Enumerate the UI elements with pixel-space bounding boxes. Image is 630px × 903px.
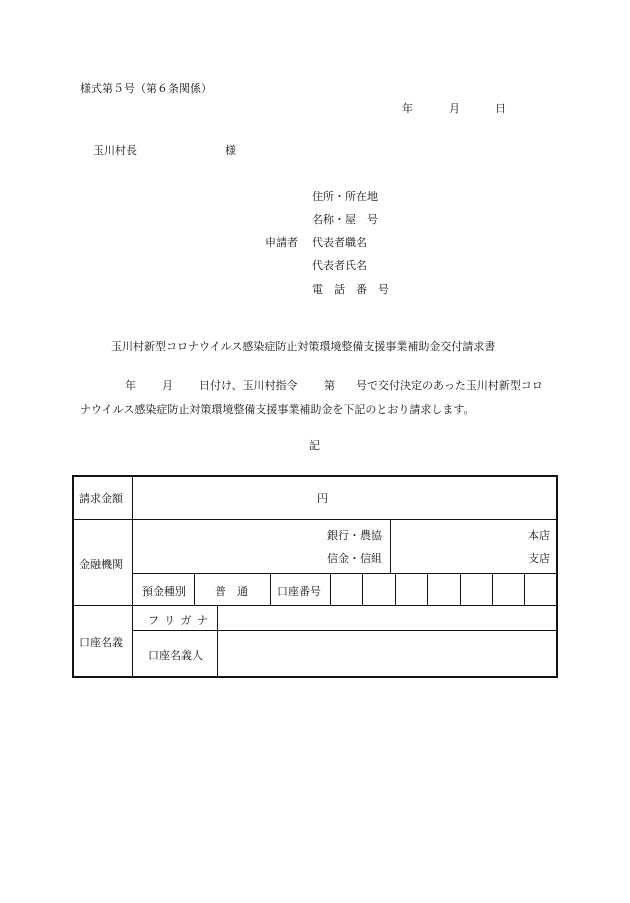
applicant-label: 申請者 xyxy=(265,236,298,249)
digit-box-divider xyxy=(524,573,525,605)
body-part1: 日付け、玉川村指令 xyxy=(199,379,298,392)
date-month: 月 xyxy=(449,102,460,115)
addressee-honorific: 様 xyxy=(225,144,236,157)
row-line-bank xyxy=(132,573,558,574)
ki-marker: 記 xyxy=(309,439,320,452)
account-number-label: 口座番号 xyxy=(277,585,321,598)
amount-label: 請求金額 xyxy=(79,492,123,505)
digit-box-divider xyxy=(362,573,363,605)
applicant-name-label: 名称・屋 号 xyxy=(312,213,378,226)
bank-label: 金融機関 xyxy=(79,558,123,571)
body-year: 年 xyxy=(125,379,136,392)
yen-unit: 円 xyxy=(317,492,328,505)
branch-sub: 支店 xyxy=(528,552,550,565)
deposit-type-value: 普 通 xyxy=(215,585,248,598)
body-part2: 号で交付決定のあった玉川村新型コロ xyxy=(356,379,543,392)
applicant-rep-name-label: 代表者氏名 xyxy=(312,259,367,272)
form-number: 様式第５号（第６条関係） xyxy=(80,82,212,95)
digit-box-divider xyxy=(427,573,428,605)
deposit-type-label: 預金種別 xyxy=(142,585,186,598)
body-number: 第 xyxy=(324,379,335,392)
holder-name-label: 口座名義人 xyxy=(148,649,203,662)
body-line2: ナウイルス感染症防止対策環境整備支援事業補助金を下記のとおり請求します。 xyxy=(80,403,475,416)
holder-label-divider xyxy=(217,605,218,678)
holder-label: 口座名義 xyxy=(79,636,123,649)
date-day: 日 xyxy=(495,102,506,115)
label-column-divider xyxy=(132,475,133,678)
applicant-phone-label: 電 話 番 号 xyxy=(312,283,389,296)
table-border-top xyxy=(72,475,558,477)
table-border-left xyxy=(72,475,74,678)
bank-branch-divider xyxy=(390,519,391,573)
furigana-label: フリガナ xyxy=(148,614,214,627)
addressee-name: 玉川村長 xyxy=(93,144,137,157)
bank-type-2: 信金・信組 xyxy=(327,552,382,565)
date-year: 年 xyxy=(402,102,413,115)
applicant-address-label: 住所・所在地 xyxy=(312,190,378,203)
bank-type-1: 銀行・農協 xyxy=(327,529,382,542)
digit-box-divider xyxy=(395,573,396,605)
branch-main: 本店 xyxy=(528,529,550,542)
table-border-right xyxy=(556,475,558,678)
digit-box-divider xyxy=(492,573,493,605)
digit-box-divider xyxy=(460,573,461,605)
account-number-label-divider xyxy=(330,573,331,605)
row-line-account xyxy=(72,605,558,606)
deposit-type-divider xyxy=(194,573,195,605)
deposit-value-divider xyxy=(270,573,271,605)
body-month: 月 xyxy=(162,379,173,392)
request-table xyxy=(72,475,558,678)
table-border-bottom xyxy=(72,676,558,678)
row-line-furigana xyxy=(132,630,558,631)
row-line-amount xyxy=(72,519,558,520)
applicant-title-label: 代表者職名 xyxy=(312,236,367,249)
document-title: 玉川村新型コロナウイルス感染症防止対策環境整備支援事業補助金交付請求書 xyxy=(111,340,496,353)
